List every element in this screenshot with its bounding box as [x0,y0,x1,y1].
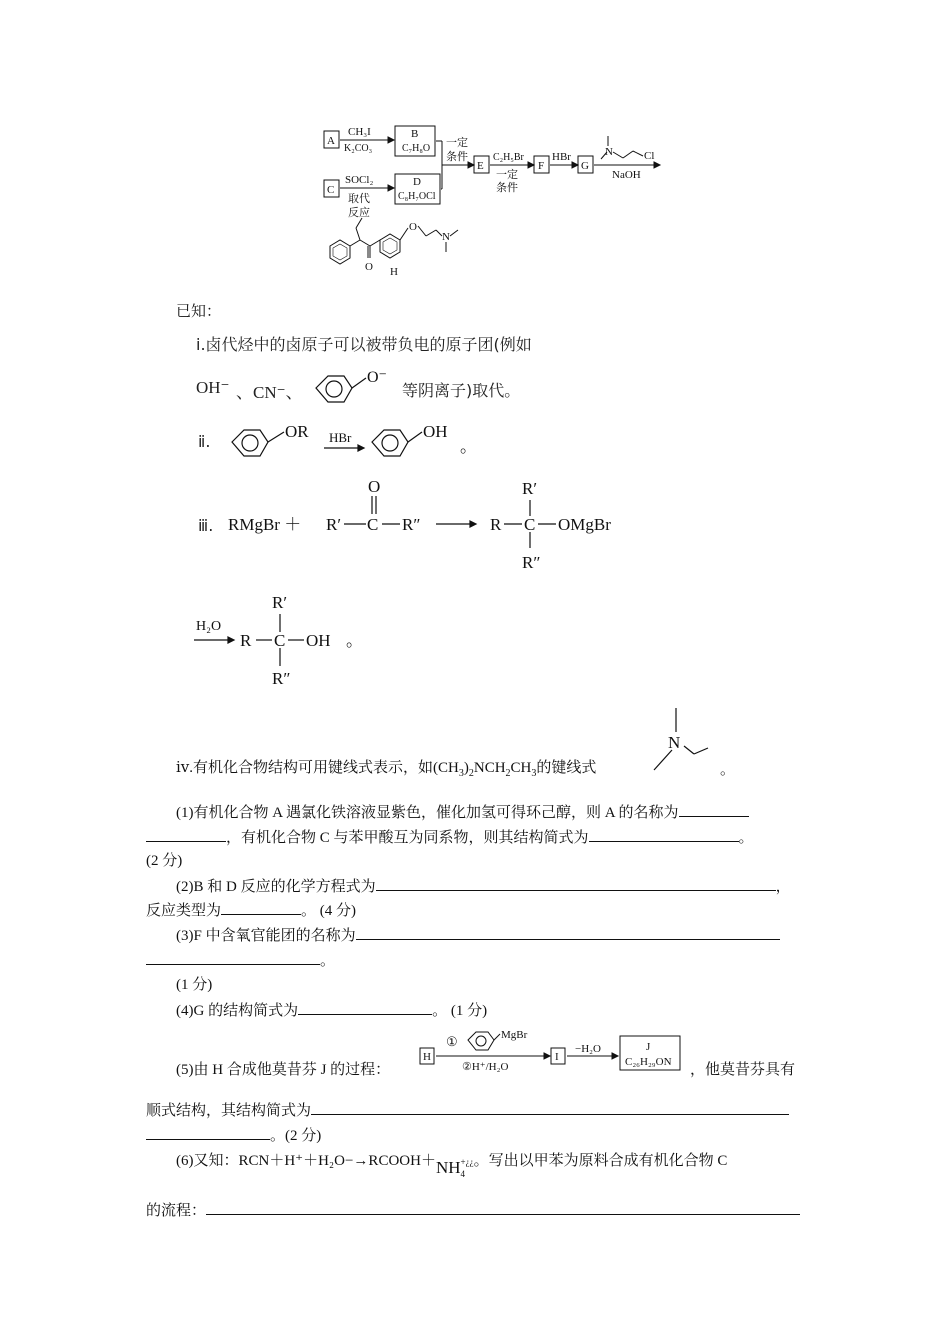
iii-prod-R: R [490,515,502,534]
q2-text-b-end: 。 (4 分) [301,903,357,919]
iv-mid3: CH [510,760,532,776]
q6-text-a: (6)又知：RCN＋H⁺＋H₂O−→RCOOH＋ [176,1153,436,1169]
cond-BD-2: 条件 [446,151,468,163]
iv-sub2b: 2 [505,768,511,779]
label-G: G [581,160,589,172]
q6-answer-blank[interactable] [206,1200,800,1215]
q1-answer-blank-3[interactable] [589,827,739,842]
q5-MgBr: MgBr [501,1029,528,1041]
q5-answer-blank-2[interactable] [146,1125,270,1140]
reagent-G-Cl: Cl [644,150,655,162]
question-5-line1: (5)由 H 合成他莫昔芬 J 的过程： [176,1062,391,1078]
q5-water: −H₂O [575,1043,601,1055]
q2-answer-blank-2[interactable] [221,900,301,915]
q5-label-H: H [423,1051,431,1063]
reagent-E-bottom1: 一定 [496,169,518,181]
q5-answer-blank-1[interactable] [311,1100,789,1115]
question-2-line2 [146,900,356,921]
H-carbonyl-O: O [365,261,373,273]
H-ether-O: O [409,221,417,233]
known-heading: 已知： [176,304,222,320]
iii2-end: 。 [346,631,363,650]
iii-Rpp: R″ [402,515,421,534]
iii2-C: C [274,631,286,650]
q5-text-b: 顺式结构，其结构简式为 [146,1103,312,1119]
iii-prod-Rpp: R″ [522,553,541,572]
question-1-line2 [146,827,754,848]
label-C: C [327,184,335,196]
phenoxide-structure [310,366,400,410]
reagent-A-bottom: K₂CO₃ [344,143,373,154]
formula-B: C₇H₈O [402,143,431,154]
q6-NH: NH [435,1158,461,1177]
q4-text-end: 。 (1 分) [432,1003,488,1019]
ii-end: 。 [460,437,477,456]
iii-prod-C: C [524,515,536,534]
ii-reagent: HBr [329,430,352,445]
question-4 [176,1000,487,1021]
q1-score: (2 分) [146,853,183,869]
reagent-E-bottom2: 条件 [496,182,518,194]
q2-text-a: (2)B 和 D 反应的化学方程式为 [176,879,376,895]
iv-pre: ⅳ.有机化合物结构可用键线式表示，如(CH [176,760,459,776]
known-i-CN: 、CN⁻、 [236,383,303,402]
question-2-line1 [176,876,791,897]
q3-score: (1 分) [176,977,213,993]
q6-text-a-end: 。写出以甲苯为原料合成有机化合物 C [473,1153,728,1169]
q1-answer-blank-1[interactable] [679,802,749,817]
q1-text-a: (1)有机化合物 A 遇氯化铁溶液显紫色，催化加氢可得环己醇，则 A 的名称为 [176,805,679,821]
known-ii-scheme [226,418,486,468]
q2-text-b: 反应类型为 [146,903,222,919]
question-5-line3 [146,1125,321,1146]
label-A: A [327,135,335,147]
label-H: H [390,266,398,278]
iv-sub2a: 2 [468,768,474,779]
reagent-E-top: C₂H₅Br [493,152,524,163]
q5-label-J: J [646,1041,651,1053]
question-6-line2 [146,1200,800,1221]
iii2-Rpp: R″ [272,669,291,688]
known-iv [176,758,596,784]
iii2-R: R [240,631,252,650]
known-iii-label: ⅲ. [198,516,214,535]
ii-OR: OR [285,422,309,441]
iii-RMgBr: RMgBr ＋ [228,515,302,534]
known-i-OH: OH⁻ [196,378,230,397]
q4-answer-blank[interactable] [298,1000,432,1015]
label-B: B [411,128,419,140]
iii-prod-OMgBr: OMgBr [558,515,611,534]
q3-text-b-end: 。 [320,953,336,969]
label-F: F [538,160,545,172]
q1-text-b-end: 。 [738,830,754,846]
formula-D: C₈H₇OCl [398,191,436,202]
iii-C: C [367,515,379,534]
synthesis-scheme [310,118,670,288]
question-3-line2 [146,950,335,971]
iii2-Rp: R′ [272,593,288,612]
known-iii-scheme-2 [192,592,392,692]
iv-skeletal-formula [650,706,720,782]
q4-text: (4)G 的结构简式为 [176,1003,299,1019]
q5-label-I: I [555,1051,559,1063]
q6-sub: 4 [460,1169,466,1179]
known-ii-label: ⅱ. [198,432,211,451]
reagent-A-top: CH₃I [348,126,371,138]
q5-step2: ②H⁺/H₂O [462,1061,509,1073]
iv-end: 。 [720,762,736,778]
iii-Rp: R′ [326,515,342,534]
iv-mid: ) [463,760,469,776]
q5-text-a-end: ，他莫昔芬具有 [690,1062,796,1078]
q5-J-formula: C₂₆H₂₉ON [625,1056,672,1068]
cond-BD-1: 一定 [446,137,468,149]
q2-answer-blank-1[interactable] [376,876,776,891]
iii2-OH: OH [306,631,331,650]
q5-synthesis-scheme [418,1026,688,1076]
phenoxide-ring [316,376,352,402]
iv-sub3b: 3 [531,768,537,779]
reagent-C-bottom1: 取代 [348,193,370,205]
q3-answer-blank-1[interactable] [356,925,780,940]
reagent-C-top: SOCl₂ [345,174,374,186]
q3-answer-blank-2[interactable] [146,950,320,965]
iii2-H2O: H₂O [196,619,222,634]
reagent-G-N: N [605,146,613,158]
q6-sup: +¿¿ [460,1157,474,1167]
question-6-line1 [176,1150,728,1179]
ii-OH: OH [423,422,448,441]
iv-post: 的键线式 [536,760,597,776]
q1-text-b: ，有机化合物 C 与苯甲酸互为同系物，则其结构简式为 [226,830,589,846]
reagent-F: HBr [552,151,571,163]
question-3-line1 [176,925,780,946]
question-1-line1 [176,802,749,823]
iii-prod-Rp: R′ [522,479,538,498]
q6-charge [461,1158,474,1179]
q2-text-a-end: ， [775,879,791,895]
H-amine-N: N [442,231,450,243]
iv-sub3a: 3 [458,768,464,779]
question-5-line2 [146,1100,789,1121]
known-iii-scheme [226,476,626,576]
reagent-G-bottom: NaOH [612,169,641,181]
q6-text-b: 的流程： [146,1203,207,1219]
label-D: D [413,176,421,188]
q5-text-c-end: 。(2 分) [270,1128,322,1144]
known-i-line2-end: 等阴离子)取代。 [402,381,521,400]
q5-phenyl-ring [468,1032,494,1050]
q5-step1: ① [446,1034,458,1049]
iv-mid2: NCH [473,760,506,776]
q6-NH4 [436,1158,474,1179]
q1-answer-blank-2[interactable] [146,827,226,842]
reagent-C-bottom2: 反应 [348,207,370,219]
iv-N: N [668,733,681,752]
q3-text-a: (3)F 中含氧官能团的名称为 [176,928,356,944]
known-i-line1: ⅰ.卤代烃中的卤原子可以被带负电的原子团(例如 [196,335,532,354]
label-E: E [477,160,484,172]
phenoxide-O: O⁻ [367,369,387,386]
iii-O: O [368,477,381,496]
